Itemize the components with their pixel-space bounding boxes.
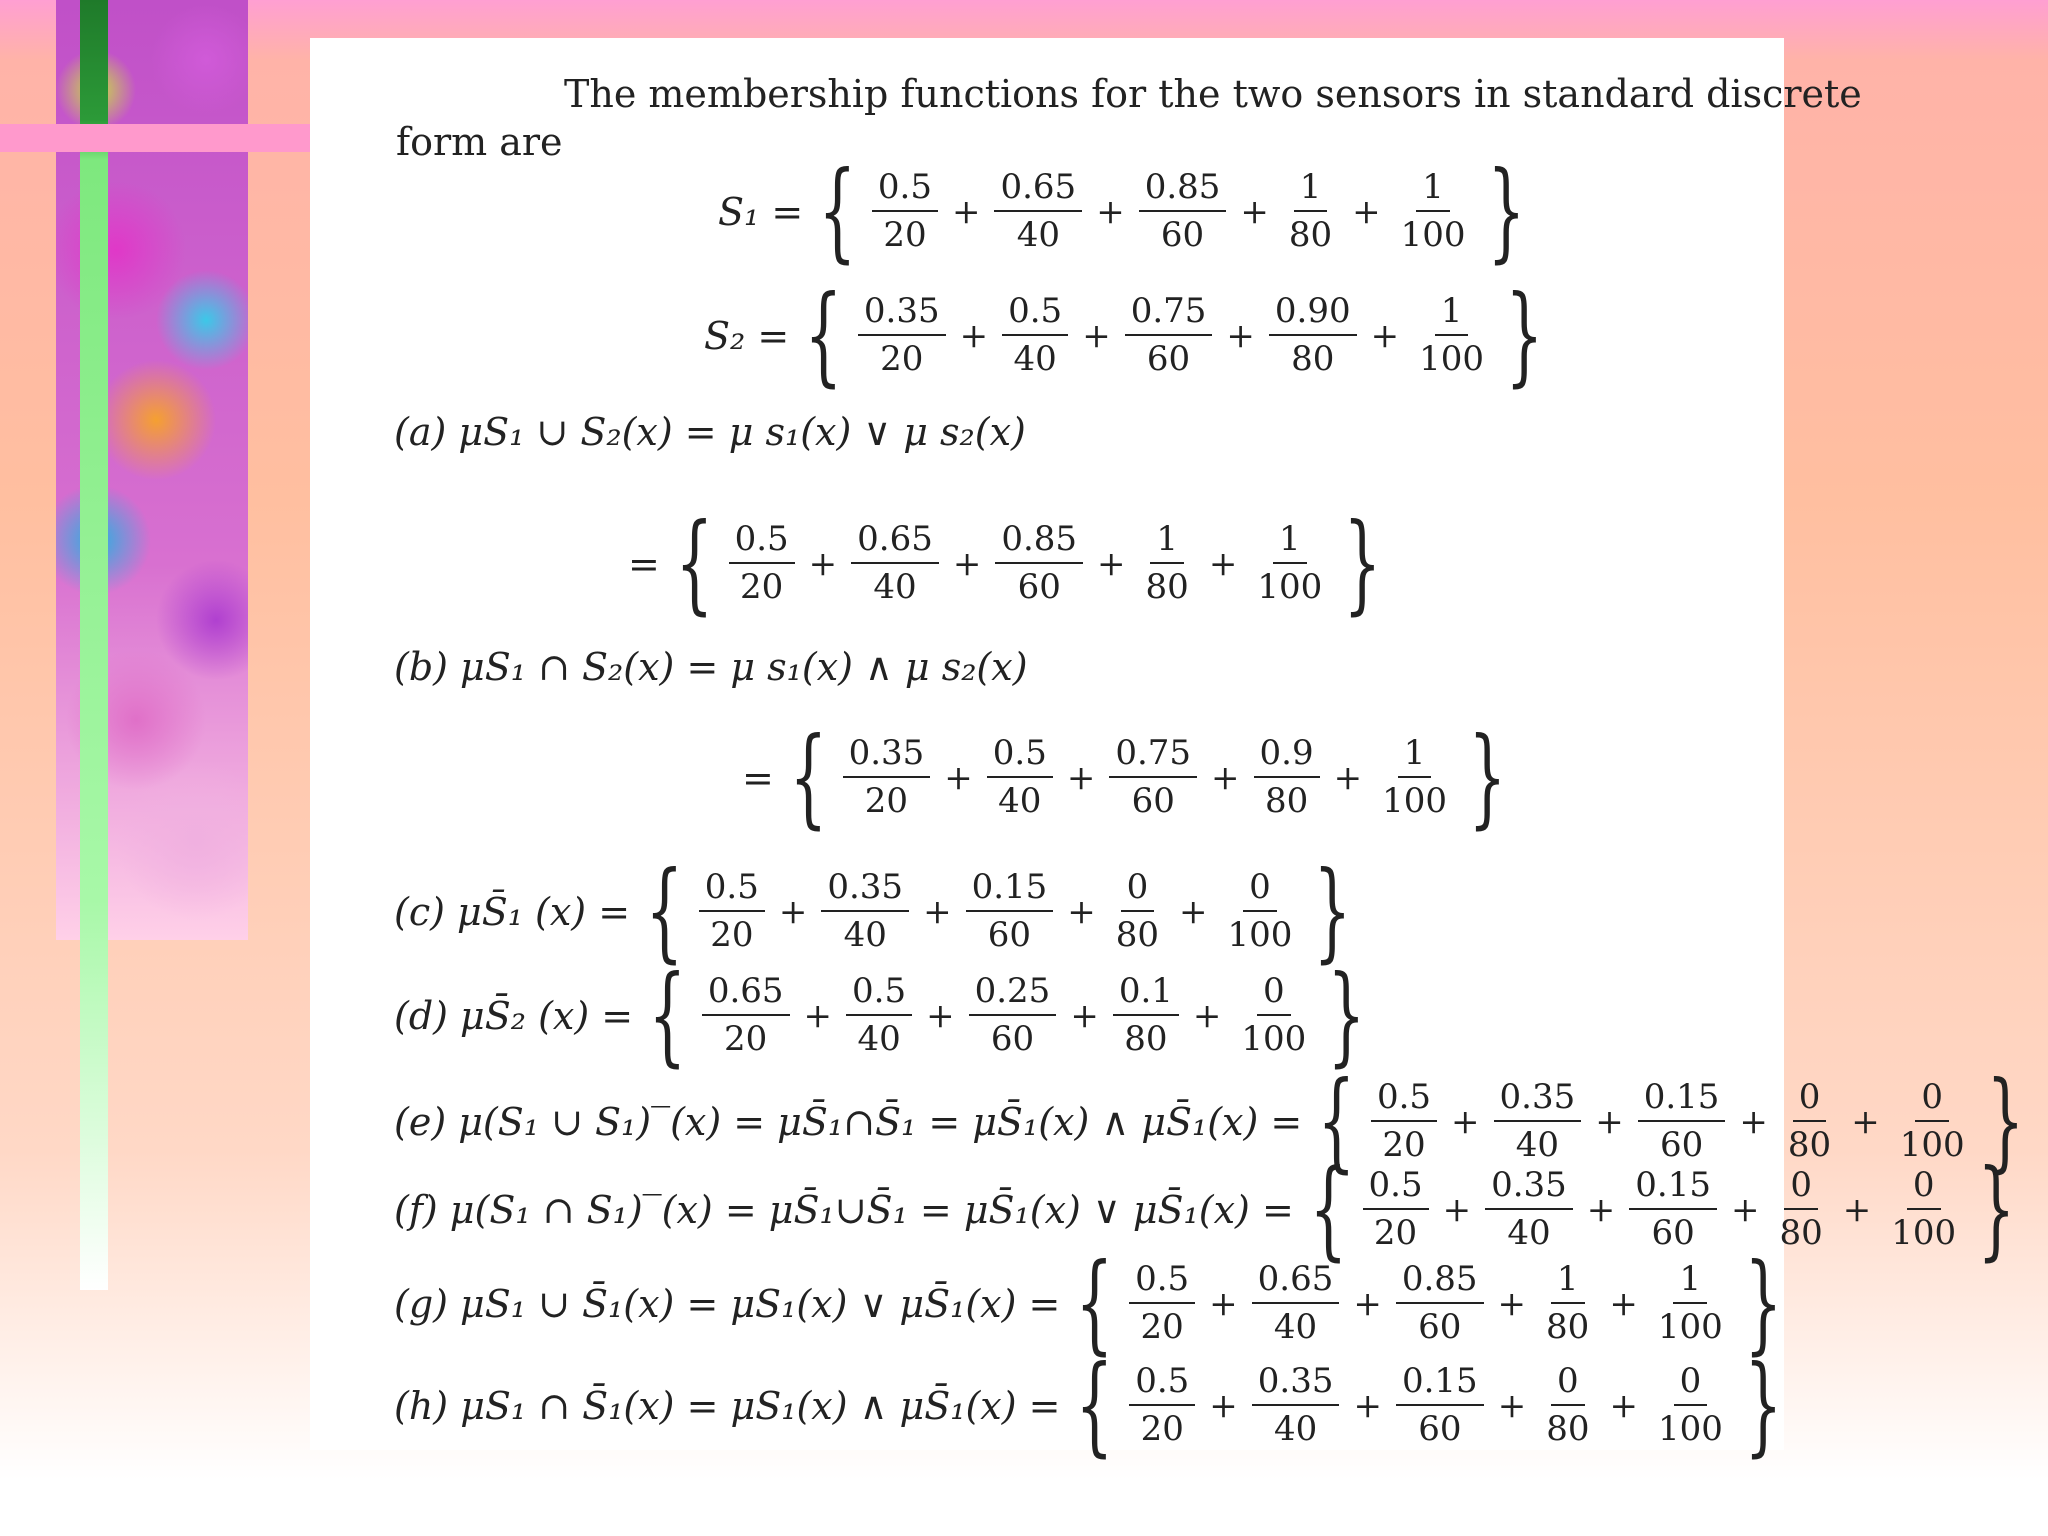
numerator: 0.5 bbox=[1363, 1168, 1429, 1210]
numerator: 0.85 bbox=[1396, 1262, 1484, 1304]
denominator: 40 bbox=[843, 915, 887, 955]
denominator: 20 bbox=[1373, 1213, 1418, 1253]
equation-lhs: = bbox=[628, 542, 660, 586]
plus-sign: + bbox=[1179, 892, 1208, 932]
open-brace: { bbox=[1309, 1147, 1348, 1272]
numerator: 0.5 bbox=[1371, 1080, 1437, 1122]
denominator: 40 bbox=[1273, 1307, 1318, 1347]
numerator: 0.15 bbox=[1396, 1364, 1484, 1406]
fraction bbox=[858, 291, 946, 379]
denominator: 40 bbox=[1274, 1409, 1318, 1449]
numerator: 0 bbox=[1551, 1364, 1585, 1406]
fraction bbox=[1252, 1259, 1340, 1347]
denominator: 40 bbox=[1515, 1125, 1559, 1165]
denominator: 60 bbox=[1659, 1125, 1704, 1165]
numerator: 0.5 bbox=[699, 870, 765, 912]
fraction bbox=[1269, 291, 1357, 379]
numerator: 0.35 bbox=[1494, 1080, 1582, 1122]
plus-sign: + bbox=[959, 316, 989, 356]
fraction bbox=[1235, 971, 1312, 1059]
numerator: 0.65 bbox=[702, 974, 790, 1016]
fraction bbox=[1782, 1077, 1837, 1165]
denominator: 20 bbox=[710, 915, 754, 955]
equation-lhs: (h) μS₁ ∩ S̄₁(x) = μS₁(x) ∧ μS̄₁(x) = bbox=[394, 1384, 1061, 1428]
plus-sign: + bbox=[1208, 544, 1238, 584]
close-brace: } bbox=[1313, 849, 1352, 974]
denominator: 80 bbox=[1115, 915, 1160, 955]
numerator: 0.65 bbox=[851, 522, 939, 564]
fraction bbox=[1109, 733, 1197, 821]
equation-lhs: (d) μS̄₂ (x) = bbox=[394, 994, 634, 1038]
numerator: 0.15 bbox=[966, 870, 1054, 912]
fraction bbox=[1540, 1361, 1595, 1449]
open-brace: { bbox=[1075, 1241, 1114, 1366]
plus-sign: + bbox=[1353, 1284, 1382, 1324]
equation-lhs: S₁ = bbox=[718, 190, 804, 234]
numerator: 0.5 bbox=[987, 736, 1053, 778]
fraction bbox=[994, 167, 1082, 255]
open-brace: { bbox=[648, 953, 687, 1078]
plus-sign: + bbox=[1842, 1190, 1872, 1230]
numerator: 0.75 bbox=[1109, 736, 1197, 778]
fraction bbox=[987, 733, 1053, 821]
denominator: 80 bbox=[1291, 339, 1335, 379]
denominator: 40 bbox=[1016, 215, 1060, 255]
denominator: 20 bbox=[1140, 1307, 1184, 1347]
plus-sign: + bbox=[1353, 1386, 1382, 1426]
numerator: 0 bbox=[1243, 870, 1277, 912]
denominator: 80 bbox=[1546, 1307, 1590, 1347]
plus-sign: + bbox=[1609, 1386, 1638, 1426]
numerator: 0.9 bbox=[1254, 736, 1320, 778]
numerator: 0.75 bbox=[1125, 294, 1213, 336]
intro-line-2: form are bbox=[396, 120, 563, 164]
open-brace: { bbox=[645, 849, 684, 974]
fraction bbox=[995, 519, 1083, 607]
denominator: 100 bbox=[1241, 1019, 1307, 1059]
denominator: 100 bbox=[1257, 567, 1323, 607]
fraction bbox=[1494, 1077, 1582, 1165]
close-brace: } bbox=[1744, 1343, 1783, 1468]
plus-sign: + bbox=[1352, 192, 1381, 232]
fraction bbox=[699, 867, 765, 955]
fraction bbox=[1252, 1361, 1340, 1449]
denominator: 20 bbox=[724, 1019, 768, 1059]
numerator: 0.5 bbox=[1129, 1262, 1195, 1304]
equation-row bbox=[394, 1241, 1787, 1366]
fraction bbox=[1129, 1259, 1195, 1347]
plus-sign: + bbox=[1082, 316, 1111, 356]
fraction bbox=[966, 867, 1054, 955]
denominator: 80 bbox=[1145, 567, 1189, 607]
intro-line-1: The membership functions for the two sensors in standard discrete bbox=[564, 72, 1862, 116]
numerator: 0 bbox=[1784, 1168, 1818, 1210]
plus-sign: + bbox=[1851, 1102, 1880, 1142]
denominator: 80 bbox=[1787, 1125, 1832, 1165]
fraction bbox=[1371, 1077, 1437, 1165]
numerator: 0.5 bbox=[729, 522, 795, 564]
equation-row bbox=[394, 953, 1371, 1078]
numerator: 0.5 bbox=[1129, 1364, 1195, 1406]
plus-sign: + bbox=[1586, 1190, 1616, 1230]
fraction bbox=[821, 867, 909, 955]
fraction bbox=[1139, 167, 1227, 255]
fraction bbox=[1652, 1361, 1729, 1449]
fraction bbox=[1485, 1165, 1573, 1253]
fraction bbox=[846, 971, 912, 1059]
numerator: 0.85 bbox=[995, 522, 1083, 564]
fraction bbox=[1251, 519, 1328, 607]
fraction bbox=[1540, 1259, 1595, 1347]
plus-sign: + bbox=[926, 996, 955, 1036]
open-brace: { bbox=[818, 149, 857, 274]
fraction bbox=[1363, 1165, 1429, 1253]
numerator: 1 bbox=[1435, 294, 1469, 336]
plus-sign: + bbox=[778, 892, 808, 932]
numerator: 0.5 bbox=[846, 974, 912, 1016]
fraction bbox=[1113, 971, 1179, 1059]
equation-row bbox=[628, 501, 1387, 626]
numerator: 0.1 bbox=[1113, 974, 1179, 1016]
denominator: 60 bbox=[1131, 781, 1175, 821]
fraction bbox=[729, 519, 795, 607]
fraction bbox=[1638, 1077, 1726, 1165]
plus-sign: + bbox=[952, 544, 982, 584]
equation-lhs: (c) μS̄₁ (x) = bbox=[394, 890, 631, 934]
plus-sign: + bbox=[1497, 1386, 1527, 1426]
equation-row bbox=[394, 410, 1036, 454]
fraction bbox=[702, 971, 790, 1059]
equation-row bbox=[394, 1343, 1788, 1468]
fraction bbox=[1002, 291, 1068, 379]
denominator: 80 bbox=[1288, 215, 1333, 255]
fraction bbox=[1283, 167, 1338, 255]
numerator: 0.25 bbox=[969, 974, 1057, 1016]
denominator: 60 bbox=[1160, 215, 1205, 255]
close-brace: } bbox=[1986, 1059, 2024, 1184]
denominator: 60 bbox=[1651, 1213, 1695, 1253]
denominator: 80 bbox=[1779, 1213, 1823, 1253]
numerator: 1 bbox=[1551, 1262, 1585, 1304]
plus-sign: + bbox=[1333, 758, 1363, 798]
denominator: 100 bbox=[1891, 1213, 1957, 1253]
open-brace: { bbox=[1075, 1343, 1114, 1468]
plus-sign: + bbox=[1370, 316, 1400, 356]
plus-sign: + bbox=[1497, 1284, 1527, 1324]
equation-lhs: (b) μS₁ ∩ S₂(x) = μ s₁(x) ∧ μ s₂(x) bbox=[394, 645, 1028, 689]
numerator: 1 bbox=[1673, 1262, 1707, 1304]
fraction bbox=[872, 167, 938, 255]
denominator: 100 bbox=[1382, 781, 1448, 821]
equation-row bbox=[394, 645, 1038, 689]
denominator: 20 bbox=[739, 567, 784, 607]
fraction bbox=[1396, 1361, 1484, 1449]
fraction bbox=[969, 971, 1057, 1059]
plus-sign: + bbox=[1609, 1284, 1638, 1324]
fraction bbox=[1140, 519, 1195, 607]
fraction bbox=[843, 733, 931, 821]
equation-lhs: (a) μS₁ ∪ S₂(x) = μ s₁(x) ∨ μ s₂(x) bbox=[394, 410, 1026, 454]
close-brace: } bbox=[1327, 953, 1366, 1078]
plus-sign: + bbox=[1192, 996, 1222, 1036]
numerator: 0 bbox=[1674, 1364, 1708, 1406]
fraction bbox=[1652, 1259, 1729, 1347]
numerator: 0.65 bbox=[1252, 1262, 1340, 1304]
numerator: 0.35 bbox=[821, 870, 909, 912]
plus-sign: + bbox=[1067, 892, 1096, 932]
equation-row bbox=[394, 849, 1357, 974]
numerator: 1 bbox=[1398, 736, 1432, 778]
fraction bbox=[1413, 291, 1490, 379]
denominator: 40 bbox=[1013, 339, 1057, 379]
plus-sign: + bbox=[1096, 192, 1125, 232]
fraction bbox=[1894, 1077, 1971, 1165]
numerator: 0 bbox=[1257, 974, 1291, 1016]
numerator: 1 bbox=[1273, 522, 1307, 564]
open-brace: { bbox=[1317, 1059, 1356, 1184]
equation-row bbox=[742, 715, 1512, 840]
denominator: 80 bbox=[1546, 1409, 1590, 1449]
plus-sign: + bbox=[808, 544, 838, 584]
numerator: 0.5 bbox=[872, 170, 938, 212]
denominator: 100 bbox=[1899, 1125, 1965, 1165]
open-brace: { bbox=[789, 715, 828, 840]
plus-sign: + bbox=[1595, 1102, 1624, 1142]
numerator: 0.15 bbox=[1638, 1080, 1726, 1122]
open-brace: { bbox=[804, 273, 843, 398]
close-brace: } bbox=[1744, 1241, 1782, 1366]
numerator: 0 bbox=[1915, 1080, 1949, 1122]
plus-sign: + bbox=[1731, 1190, 1760, 1230]
denominator: 20 bbox=[883, 215, 927, 255]
plus-sign: + bbox=[1451, 1102, 1480, 1142]
denominator: 80 bbox=[1124, 1019, 1168, 1059]
plus-sign: + bbox=[944, 758, 973, 798]
denominator: 60 bbox=[1146, 339, 1191, 379]
denominator: 20 bbox=[1382, 1125, 1426, 1165]
equation-lhs: (g) μS₁ ∪ S̄₁(x) = μS₁(x) ∨ μS̄₁(x) = bbox=[394, 1282, 1061, 1326]
numerator: 0.35 bbox=[1485, 1168, 1573, 1210]
plus-sign: + bbox=[1739, 1102, 1768, 1142]
plus-sign: + bbox=[1240, 192, 1269, 232]
plus-sign: + bbox=[1066, 758, 1096, 798]
numerator: 0.35 bbox=[1252, 1364, 1340, 1406]
numerator: 0 bbox=[1121, 870, 1155, 912]
plus-sign: + bbox=[1211, 758, 1240, 798]
close-brace: } bbox=[1468, 715, 1507, 840]
fraction bbox=[1110, 867, 1165, 955]
numerator: 0.5 bbox=[1002, 294, 1068, 336]
equation-lhs: (f) μ(S₁ ∩ S₁)‾(x) = μS̄₁∪S̄₁ = μS̄₁(x) ∨ μS̄₁(x) = bbox=[394, 1188, 1294, 1232]
open-brace: { bbox=[675, 501, 714, 626]
fraction bbox=[1125, 291, 1213, 379]
equation-lhs: (e) μ(S₁ ∪ S₁)‾(x) = μS̄₁∩S̄₁ = μS̄₁(x) ∧ μS̄₁(x) = bbox=[394, 1100, 1303, 1144]
numerator: 0 bbox=[1793, 1080, 1827, 1122]
fraction bbox=[1395, 167, 1472, 255]
denominator: 60 bbox=[990, 1019, 1035, 1059]
numerator: 1 bbox=[1294, 170, 1328, 212]
close-brace: } bbox=[1505, 273, 1544, 398]
denominator: 40 bbox=[857, 1019, 901, 1059]
denominator: 80 bbox=[1264, 781, 1309, 821]
plus-sign: + bbox=[803, 996, 833, 1036]
denominator: 40 bbox=[873, 567, 917, 607]
denominator: 100 bbox=[1657, 1409, 1723, 1449]
denominator: 60 bbox=[1017, 567, 1061, 607]
denominator: 100 bbox=[1227, 915, 1293, 955]
fraction bbox=[1129, 1361, 1195, 1449]
numerator: 0.90 bbox=[1269, 294, 1357, 336]
decorative-green-bar bbox=[80, 0, 108, 1290]
plus-sign: + bbox=[923, 892, 952, 932]
plus-sign: + bbox=[1209, 1386, 1238, 1426]
plus-sign: + bbox=[1097, 544, 1126, 584]
numerator: 1 bbox=[1416, 170, 1450, 212]
denominator: 40 bbox=[998, 781, 1042, 821]
denominator: 60 bbox=[1418, 1409, 1462, 1449]
denominator: 20 bbox=[880, 339, 924, 379]
equation-row bbox=[718, 149, 1530, 274]
fraction bbox=[1885, 1165, 1962, 1253]
denominator: 60 bbox=[987, 915, 1032, 955]
denominator: 100 bbox=[1400, 215, 1466, 255]
equation-lhs: = bbox=[742, 756, 774, 800]
equation-row bbox=[704, 273, 1549, 398]
denominator: 100 bbox=[1657, 1307, 1723, 1347]
close-brace: } bbox=[1487, 149, 1525, 274]
plus-sign: + bbox=[1442, 1190, 1472, 1230]
close-brace: } bbox=[1343, 501, 1382, 626]
fraction bbox=[851, 519, 939, 607]
fraction bbox=[1629, 1165, 1717, 1253]
denominator: 60 bbox=[1418, 1307, 1462, 1347]
numerator: 0 bbox=[1907, 1168, 1941, 1210]
equation-lhs: S₂ = bbox=[704, 314, 790, 358]
close-brace: } bbox=[1977, 1147, 2016, 1272]
numerator: 0.65 bbox=[994, 170, 1082, 212]
numerator: 0.35 bbox=[858, 294, 946, 336]
plus-sign: + bbox=[1226, 316, 1255, 356]
fraction bbox=[1254, 733, 1320, 821]
denominator: 20 bbox=[1140, 1409, 1184, 1449]
fraction bbox=[1396, 1259, 1484, 1347]
denominator: 100 bbox=[1419, 339, 1484, 379]
numerator: 0.35 bbox=[843, 736, 931, 778]
numerator: 0.15 bbox=[1629, 1168, 1717, 1210]
decorative-pink-bar bbox=[0, 124, 310, 152]
numerator: 0.85 bbox=[1139, 170, 1227, 212]
plus-sign: + bbox=[1209, 1284, 1238, 1324]
numerator: 1 bbox=[1150, 522, 1184, 564]
denominator: 20 bbox=[864, 781, 909, 821]
denominator: 40 bbox=[1507, 1213, 1551, 1253]
fraction bbox=[1774, 1165, 1829, 1253]
fraction bbox=[1222, 867, 1299, 955]
plus-sign: + bbox=[951, 192, 981, 232]
plus-sign: + bbox=[1070, 996, 1099, 1036]
fraction bbox=[1376, 733, 1453, 821]
